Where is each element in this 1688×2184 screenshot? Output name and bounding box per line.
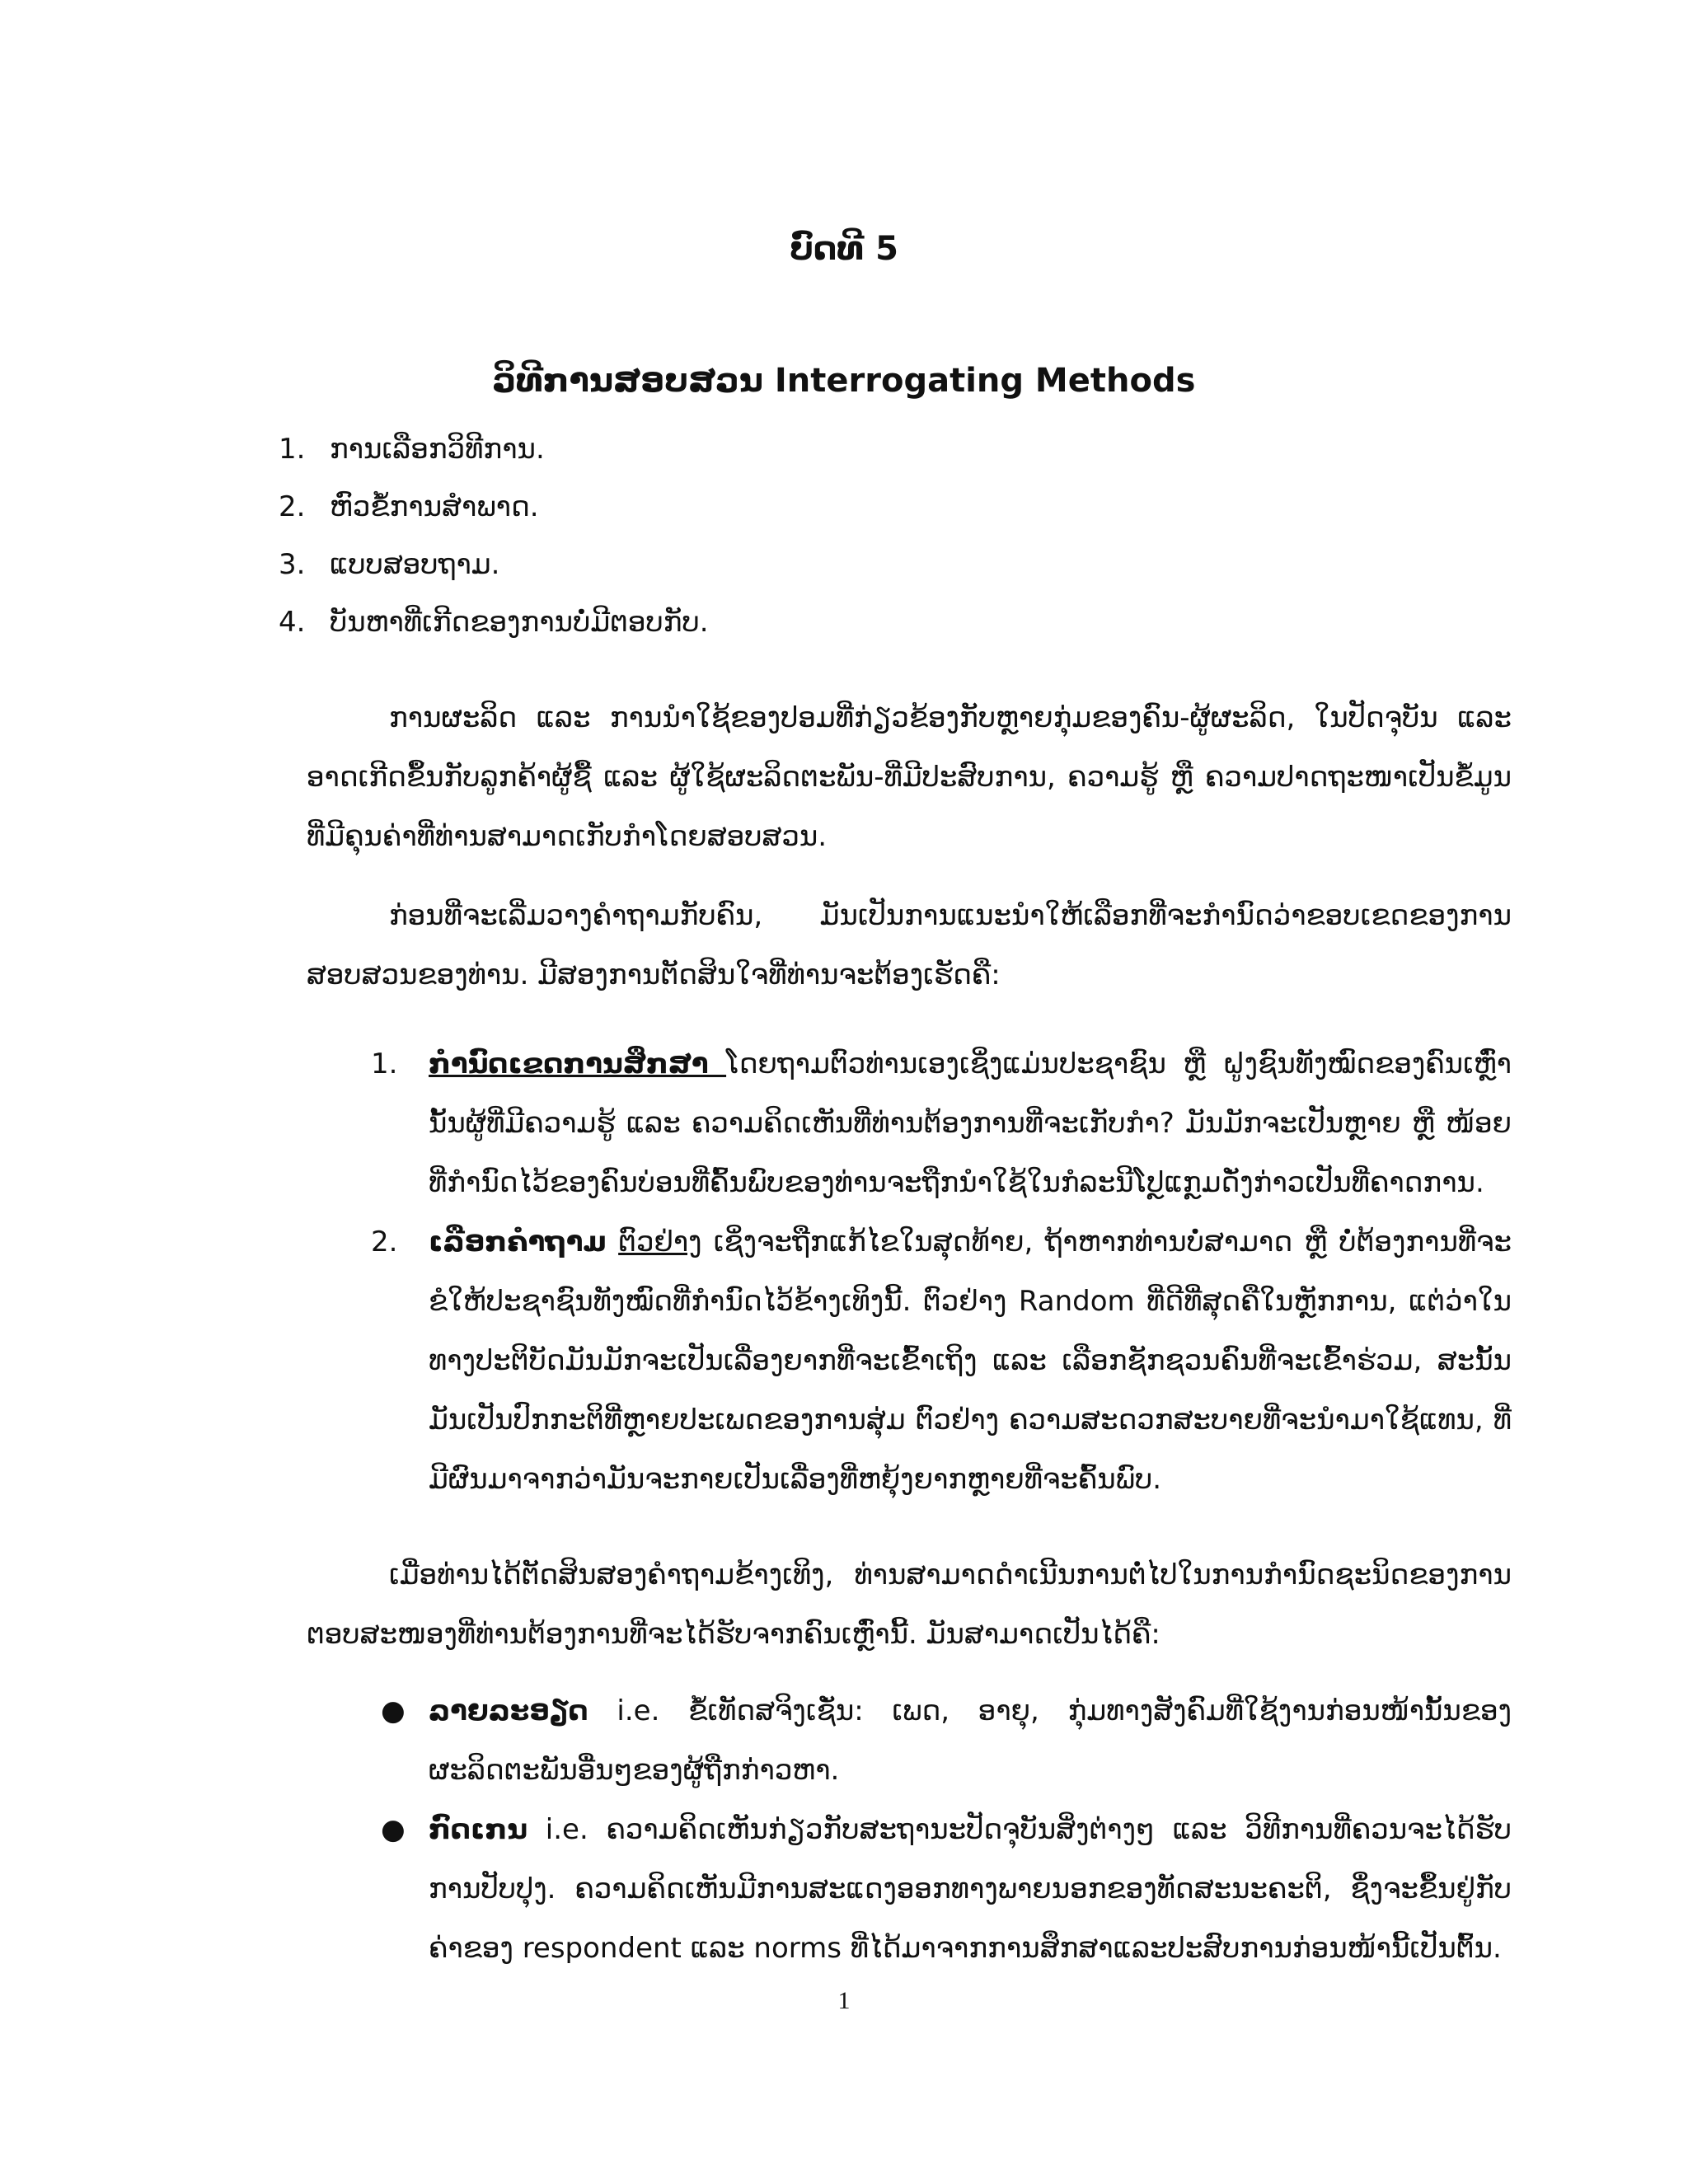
outline-item bbox=[279, 598, 1515, 655]
decision-item bbox=[371, 1034, 1512, 1212]
outline-text: ການເລືອກວິທີການ. bbox=[330, 433, 545, 466]
response-type-list bbox=[381, 1681, 1512, 1978]
bullet-icon: ● bbox=[381, 1813, 406, 1846]
response-type-text bbox=[429, 1800, 1512, 1978]
intro-paragraph: ການຜະລິດ ແລະ ການນໍາໃຊ້ຂອງປອມທີ່ກ່ຽວຂ້ອງກັບຫຼາຍກຸ່ມຂອງຄົນ-ຜູ້ຜະລິດ, ໃນປັດຈຸບັນ ແລະ ອາດເກີດຂຶ້ນກັບລູກຄ້າຜູ້ຊື້ ແລະ ຜູ້ໃຊ້ຜະລິດຕະພັນ-ທີ່ມີປະສົບການ, ຄວາມຮູ້ ຫຼື ຄວາມປາດຖະໜາເປັນຂໍ້ມູນທີ່ມີຄຸນຄ່າທີ່ທ່ານສາມາດເກັບກໍາໂດຍສອບສວນ. bbox=[307, 701, 1512, 853]
page-title: ວິທີການສອບສວນ Interrogating Methods bbox=[492, 362, 1196, 400]
outline-text: ບັນຫາທີ່ເກີດຂອງການບໍ່ມີຕອບກັບ. bbox=[330, 606, 709, 639]
outline-item bbox=[279, 424, 1515, 482]
outline-number: 2. bbox=[279, 490, 306, 523]
decision-underlined-term: ຕົວຢ່າງ bbox=[618, 1226, 702, 1258]
decision-number: 1. bbox=[371, 1047, 398, 1080]
outline-number: 4. bbox=[279, 606, 306, 639]
response-type-heading: ລາຍລະອຽດ bbox=[429, 1694, 588, 1727]
decision-body: ເຊິ່ງຈະຖືກແກ້ໄຂໃນສຸດທ້າຍ, ຖ້າຫາກທ່ານບໍ່ສາມາດ ຫຼື ບໍ່ຕ້ອງການທີ່ຈະຂໍໃຫ້ປະຊາຊົນທັງໝົດທີ່ກໍານົດໄວ້ຂ້າງເທິງນີ້. ຕົວຢ່າງ Random ທີ່ດີທີ່ສຸດຄືໃນຫຼັກການ, ແຕ່ວ່າໃນທາງປະຕິບັດມັນມັກຈະເປັນເລື່ອງຍາກທີ່ຈະເຂົ້າເຖິງ ແລະ ເລືອກຊັກຊວນຄົນທີ່ຈະເຂົ້າຮ່ວມ, ສະນັ້ນມັນເປັນປົກກະຕິທີ່ຫຼາຍປະເພດຂອງການສຸ່ມ ຕົວຢ່າງ ຄວາມສະດວກສະບາຍທີ່ຈະນໍາມາໃຊ້ແທນ, ທີ່ມີຜົນມາຈາກວ່າມັນຈະກາຍເປັນເລື່ອງທີ່ຫຍຸ້ງຍາກຫຼາຍທີ່ຈະຄົ້ນພົບ. bbox=[429, 1226, 1512, 1496]
response-paragraph: ເມື່ອທ່ານໄດ້ຕັດສິນສອງຄໍາຖາມຂ້າງເທິງ, ທ່ານສາມາດດໍາເນີນການຕໍ່ໄປໃນການກໍານົດຊະນິດຂອງການຕອບສະໜອງທີ່ທ່ານຕ້ອງການທີ່ຈະໄດ້ຮັບຈາກຄົນເຫຼົ່ານີ້. ມັນສາມາດເປັນໄດ້ຄື: bbox=[307, 1558, 1512, 1651]
scope-paragraph: ກ່ອນທີ່ຈະເລີ່ມວາງຄໍາຖາມກັບຄົນ, ມັນເປັນການແນະນໍາໃຫ້ເລືອກທີ່ຈະກໍານົດວ່າຂອບເຂດຂອງການສອບສວນຂອງທ່ານ. ມີສອງການຕັດສິນໃຈທີ່ທ່ານຈະຕ້ອງເຮັດຄື: bbox=[307, 899, 1512, 991]
response-type-item bbox=[381, 1800, 1512, 1978]
response-type-body: i.e. ຄວາມຄິດເຫັນກ່ຽວກັບສະຖານະປັດຈຸບັນສິ່ງຕ່າງໆ ແລະ ວິທີການທີ່ຄວນຈະໄດ້ຮັບການປັບປຸງ. ຄວາມຄິດເຫັນມີການສະແດງອອກທາງພາຍນອກຂອງທັດສະນະຄະຕິ, ຊຶ່ງຈະຂຶ້ນຢູ່ກັບຄ່າຂອງ respondent ແລະ norms ທີ່ໄດ້ມາຈາກການສຶກສາແລະປະສົບການກ່ອນໜ້ານີ້ເປັນຕົ້ນ. bbox=[429, 1813, 1512, 1965]
decision-heading: ເລືອກຄໍາຖາມ bbox=[429, 1226, 607, 1258]
decision-text bbox=[429, 1034, 1512, 1212]
page-number: 1 bbox=[837, 1987, 851, 2014]
decision-heading: ກໍານົດເຂດການສຶກສາ bbox=[429, 1047, 727, 1080]
outline-item bbox=[279, 482, 1515, 540]
outline-number: 3. bbox=[279, 548, 306, 581]
chapter-outline bbox=[279, 424, 1515, 655]
decision-list bbox=[371, 1034, 1512, 1509]
response-type-heading: ກົດເກນ bbox=[429, 1813, 528, 1846]
response-type-text bbox=[429, 1681, 1512, 1800]
outline-item bbox=[279, 540, 1515, 598]
decision-number: 2. bbox=[371, 1226, 398, 1258]
decision-text bbox=[429, 1212, 1512, 1509]
outline-text: ຫົວຂໍ້ການສໍາພາດ. bbox=[330, 490, 539, 523]
response-type-item bbox=[381, 1681, 1512, 1800]
decision-body: ໂດຍຖາມຕົວທ່ານເອງເຊິ່ງແມ່ນປະຊາຊົນ ຫຼື ຝູງຊົນທັງໝົດຂອງຄົນເຫຼົ່ານັ້ນຜູ້ທີ່ມີຄວາມຮູ້ ແລະ ຄວາມຄິດເຫັນທີ່ທ່ານຕ້ອງການທີ່ຈະເກັບກໍາ? ມັນມັກຈະເປັນຫຼາຍ ຫຼື ໜ້ອຍທີ່ກໍານົດໄວ້ຂອງຄົນບ່ອນທີ່ຄົ້ນພົບຂອງທ່ານຈະຖືກນໍາໃຊ້ໃນກໍລະນີໂປຼແກຼມດັ່ງກ່າວເປັນທີ່ຄາດການ. bbox=[429, 1047, 1512, 1199]
chapter-heading: ບົດທີ 5 bbox=[790, 230, 898, 268]
outline-text: ແບບສອບຖາມ. bbox=[330, 548, 500, 581]
response-type-body: i.e. ຂໍ້ເທັດສຈິງເຊັ່ນ: ເພດ, ອາຍຸ, ກຸ່ມທາງສັງຄົມທີ່ໃຊ້ງານກ່ອນໜ້ານັ້ນຂອງຜະລິດຕະພັນອື່ນໆຂອງຜູ້ຖືກກ່າວຫາ. bbox=[429, 1694, 1512, 1787]
outline-number: 1. bbox=[279, 433, 306, 466]
bullet-icon: ● bbox=[381, 1694, 406, 1727]
decision-item bbox=[371, 1212, 1512, 1509]
